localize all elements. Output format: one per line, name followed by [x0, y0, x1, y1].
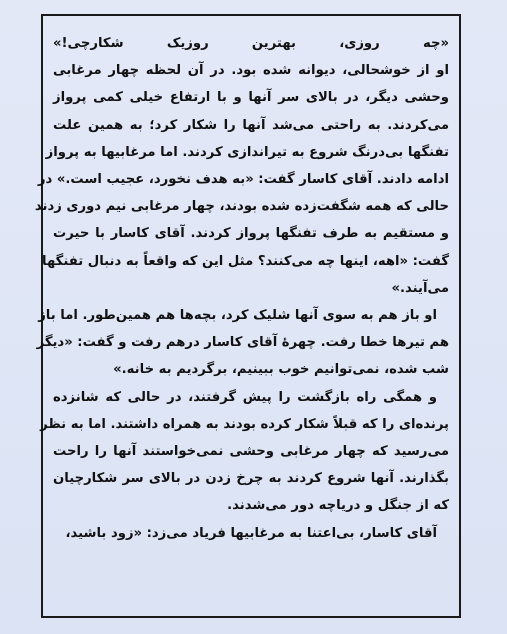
paragraph-2: [36, 302, 449, 384]
text-line: می‌کردند. به راحتی می‌شد آنها را شکار کرد؛ به همین علت: [53, 117, 449, 133]
story-text-box: [34, 14, 461, 618]
text-line: شب شده، نمی‌توانیم خوب ببینیم، برگردیم به خانه.»: [113, 362, 449, 378]
paragraph-1: [34, 30, 449, 302]
text-line: آقای کاسار، بی‌اعتنا به مرغابیها فریاد می‌زد: «زود باشید،: [65, 525, 437, 541]
text-line: حالی که همه شگفت‌زده شده بودند، چهار مرغابی نیم دوری زدند: [34, 199, 449, 215]
text-line: می‌آیند.»: [391, 280, 449, 296]
text-line: وحشی دیگر، در بالای سر آنها و با ارتفاع خیلی کمی پرواز: [53, 90, 449, 106]
paragraph-3: [40, 384, 449, 520]
text-line: می‌رسید که چهار مرغابی وحشی نمی‌خواستند آنها را راحت: [53, 444, 449, 460]
text-line: گفت: «اهه، اینها چه می‌کنند؟ مثل این که واقعاً به دنبال تفنگها: [42, 253, 449, 269]
text-line: و همگی راه بازگشت را پیش گرفتند، در حالی که شانزده: [53, 389, 437, 405]
text-line: او از خوشحالی، دیوانه شده بود. در آن لحظه چهار مرغابی: [53, 63, 449, 79]
text-line: بگذارند. آنها شروع کردند به چرخ زدن در بالای سر شکارچیان: [53, 471, 449, 487]
text-line: ادامه دادند. آقای کاسار گفت: «به هدف نخورد، عجیب است.» در: [37, 172, 449, 188]
paragraph-4: [53, 520, 449, 547]
text-line: که از جنگل و دریاچه دور می‌شدند.: [227, 498, 449, 514]
text-line: و مستقیم به طرف تفنگها پرواز کردند. آقای کاسار با حیرت: [53, 226, 449, 242]
text-line: «چه روزی، بهترین روزیک شکارچی!»: [53, 36, 449, 51]
text-line: پرنده‌ای را که قبلاً شکار کرده بودند به همراه داشتند. اما به نظر: [40, 416, 449, 432]
text-line: هم تیرها خطا رفت. چهرهٔ آقای کاسار درهم رفت و گفت: «دیگر: [36, 335, 449, 351]
text-line: تفنگها بی‌درنگ شروع به تیراندازی کردند. اما مرغابیها به پرواز: [45, 144, 449, 160]
text-line: او باز هم به سوی آنها شلیک کرد، بچه‌ها هم همین‌طور. اما باز: [38, 308, 437, 324]
